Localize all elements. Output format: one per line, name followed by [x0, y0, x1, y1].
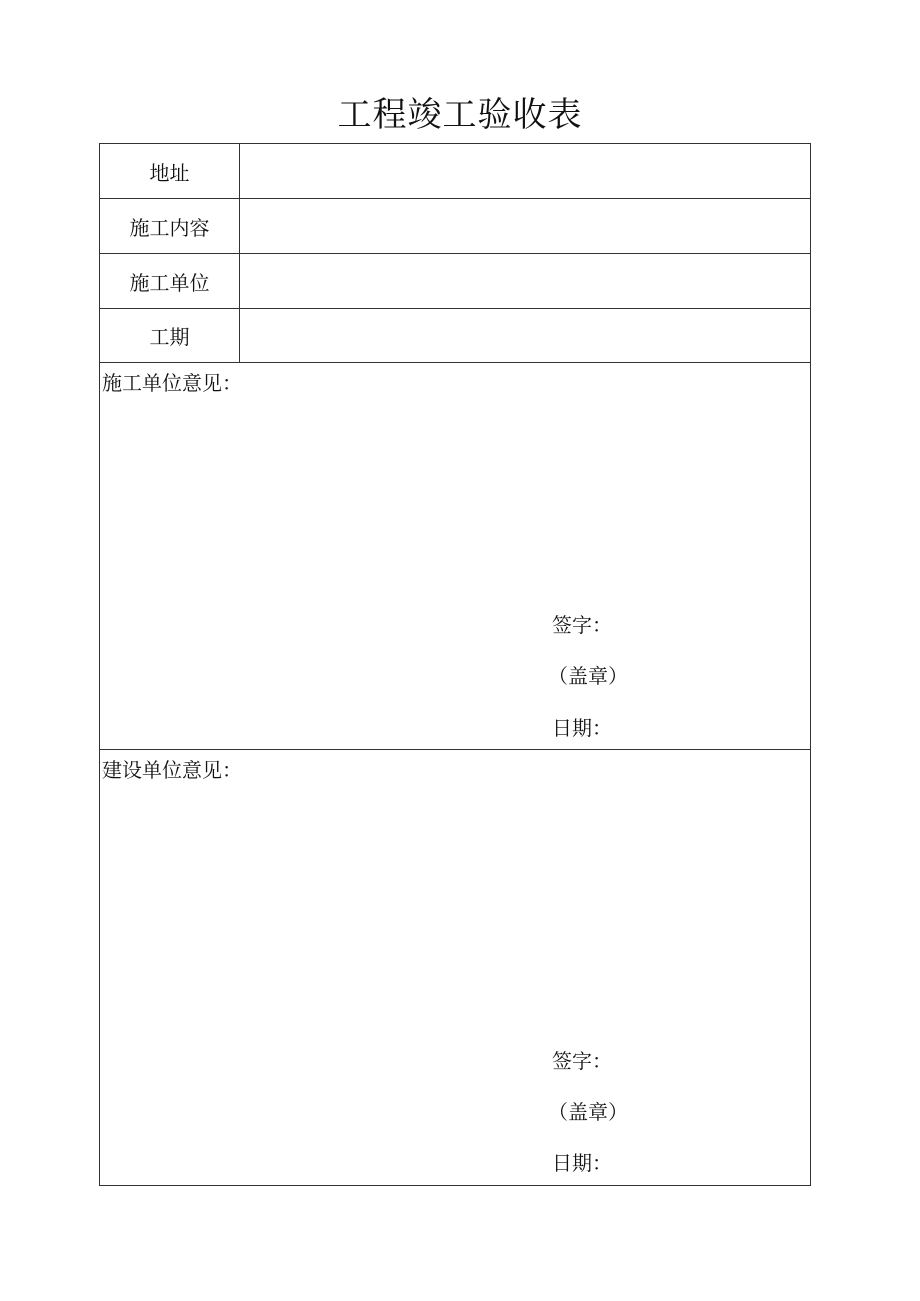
contractor-sign-label: 签字：	[552, 613, 612, 637]
info-row-duration	[100, 308, 810, 363]
owner-seal-label: （盖章）	[548, 1100, 628, 1124]
duration-label: 工期	[100, 308, 240, 362]
contractor-label: 施工单位	[100, 254, 240, 308]
owner-sign-label: 签字：	[552, 1049, 612, 1073]
construction-content-value-cell[interactable]	[241, 199, 810, 253]
contractor-opinion-section[interactable]	[100, 363, 810, 750]
form-title: 工程竣工验收表	[337, 95, 583, 135]
address-value-cell[interactable]	[241, 144, 810, 198]
duration-value-cell[interactable]	[241, 308, 810, 362]
construction-content-label: 施工内容	[100, 199, 240, 253]
info-row-address	[100, 144, 810, 199]
contractor-seal-label: （盖章）	[548, 664, 628, 688]
info-row-construction-content	[100, 199, 810, 254]
contractor-value-cell[interactable]	[241, 254, 810, 308]
acceptance-form-table	[99, 143, 811, 1186]
contractor-opinion-heading: 施工单位意见：	[102, 371, 242, 395]
owner-opinion-section[interactable]	[100, 750, 810, 1185]
address-label: 地址	[100, 144, 240, 198]
info-row-contractor	[100, 254, 810, 309]
owner-opinion-heading: 建设单位意见：	[102, 758, 242, 782]
contractor-date-label: 日期：	[552, 716, 612, 740]
owner-date-label: 日期：	[552, 1151, 612, 1175]
